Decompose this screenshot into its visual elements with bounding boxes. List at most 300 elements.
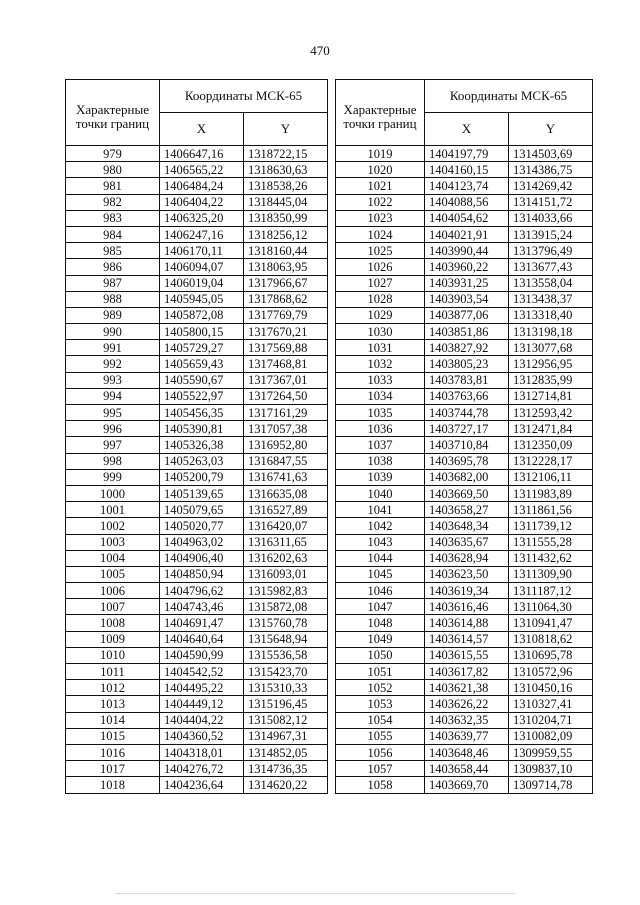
coord-y: 1318630,63 (244, 162, 328, 178)
header-y: Y (509, 113, 593, 146)
coord-y: 1312956,95 (509, 356, 593, 372)
coord-y: 1310818,62 (509, 631, 593, 647)
table-row (336, 291, 593, 307)
coord-x: 1403648,34 (425, 518, 509, 534)
coord-x: 1406325,20 (160, 210, 244, 226)
table-row (66, 340, 328, 356)
coord-x: 1403763,66 (425, 388, 509, 404)
coord-x: 1405139,65 (160, 485, 244, 501)
coord-y: 1317670,21 (244, 324, 328, 340)
coord-x: 1404495,22 (160, 680, 244, 696)
coord-x: 1404054,62 (425, 210, 509, 226)
point-number: 1011 (66, 664, 160, 680)
point-number: 1000 (66, 485, 160, 501)
point-number: 1007 (66, 599, 160, 615)
table-row (66, 664, 328, 680)
table-row (66, 226, 328, 242)
table-row (66, 453, 328, 469)
coord-y: 1309959,55 (509, 744, 593, 760)
table-row (336, 615, 593, 631)
coord-y: 1316635,08 (244, 485, 328, 501)
table-row (336, 388, 593, 404)
table-row (66, 615, 328, 631)
point-number: 998 (66, 453, 160, 469)
point-number: 1044 (336, 550, 425, 566)
coord-x: 1403658,44 (425, 761, 509, 777)
coord-y: 1313438,37 (509, 291, 593, 307)
point-number: 1050 (336, 647, 425, 663)
table-row (336, 178, 593, 194)
point-number: 1025 (336, 243, 425, 259)
coord-x: 1403614,57 (425, 631, 509, 647)
point-number: 1024 (336, 226, 425, 242)
point-number: 1005 (66, 566, 160, 582)
table-row (336, 146, 593, 162)
point-number: 995 (66, 405, 160, 421)
coord-x: 1403682,00 (425, 469, 509, 485)
table-row (66, 502, 328, 518)
coord-x: 1404123,74 (425, 178, 509, 194)
coord-y: 1310082,09 (509, 728, 593, 744)
point-number: 982 (66, 194, 160, 210)
coord-x: 1404360,52 (160, 728, 244, 744)
table-row (66, 405, 328, 421)
point-number: 1040 (336, 485, 425, 501)
coord-y: 1311739,12 (509, 518, 593, 534)
coord-y: 1312471,84 (509, 421, 593, 437)
coord-y: 1313677,43 (509, 259, 593, 275)
point-number: 1029 (336, 307, 425, 323)
coordinates-table-left (65, 79, 328, 794)
coord-x: 1404796,62 (160, 583, 244, 599)
table-row (336, 259, 593, 275)
point-number: 981 (66, 178, 160, 194)
coord-y: 1317367,01 (244, 372, 328, 388)
coord-x: 1405729,27 (160, 340, 244, 356)
point-number: 1045 (336, 566, 425, 582)
coord-y: 1317057,38 (244, 421, 328, 437)
table-row (336, 405, 593, 421)
coord-y: 1312593,42 (509, 405, 593, 421)
coord-y: 1313318,40 (509, 307, 593, 323)
point-number: 1041 (336, 502, 425, 518)
coord-y: 1315982,83 (244, 583, 328, 599)
coord-y: 1312835,99 (509, 372, 593, 388)
point-number: 1042 (336, 518, 425, 534)
coord-y: 1314620,22 (244, 777, 328, 793)
header-coordinates: Координаты МСК-65 (160, 80, 328, 113)
point-number: 1052 (336, 680, 425, 696)
table-row (66, 696, 328, 712)
coord-x: 1406019,04 (160, 275, 244, 291)
coord-x: 1403617,82 (425, 664, 509, 680)
point-number: 1032 (336, 356, 425, 372)
coord-x: 1403783,81 (425, 372, 509, 388)
point-number: 999 (66, 469, 160, 485)
point-number: 1051 (336, 664, 425, 680)
header-boundary-points: Характерные точки границ (66, 80, 160, 146)
coord-x: 1403931,25 (425, 275, 509, 291)
coord-x: 1406484,24 (160, 178, 244, 194)
point-number: 1038 (336, 453, 425, 469)
table-row (66, 291, 328, 307)
table-row (336, 550, 593, 566)
table-row (66, 437, 328, 453)
table-row (336, 453, 593, 469)
point-number: 1008 (66, 615, 160, 631)
table-row (66, 583, 328, 599)
coord-y: 1310327,41 (509, 696, 593, 712)
coord-x: 1405659,43 (160, 356, 244, 372)
point-number: 997 (66, 437, 160, 453)
table-row (336, 566, 593, 582)
point-number: 1043 (336, 534, 425, 550)
table-row (66, 534, 328, 550)
coord-x: 1404963,02 (160, 534, 244, 550)
point-number: 1020 (336, 162, 425, 178)
table-row (66, 485, 328, 501)
table-body-left (66, 146, 328, 794)
coord-y: 1316527,89 (244, 502, 328, 518)
point-number: 1047 (336, 599, 425, 615)
point-number: 1023 (336, 210, 425, 226)
point-number: 1017 (66, 761, 160, 777)
coord-y: 1312350,09 (509, 437, 593, 453)
coord-x: 1403621,38 (425, 680, 509, 696)
coord-y: 1315648,94 (244, 631, 328, 647)
point-number: 987 (66, 275, 160, 291)
coord-x: 1404021,91 (425, 226, 509, 242)
table-row (66, 728, 328, 744)
coord-x: 1406170,11 (160, 243, 244, 259)
table-row (66, 761, 328, 777)
coord-x: 1403648,46 (425, 744, 509, 760)
point-number: 985 (66, 243, 160, 259)
point-number: 993 (66, 372, 160, 388)
coord-x: 1403851,86 (425, 324, 509, 340)
coord-x: 1405390,81 (160, 421, 244, 437)
point-number: 1006 (66, 583, 160, 599)
coord-y: 1313077,68 (509, 340, 593, 356)
coord-y: 1311064,30 (509, 599, 593, 615)
coord-x: 1405263,03 (160, 453, 244, 469)
coord-y: 1317264,50 (244, 388, 328, 404)
coord-x: 1404542,52 (160, 664, 244, 680)
table-row (66, 566, 328, 582)
table-row (336, 421, 593, 437)
coord-y: 1318160,44 (244, 243, 328, 259)
coord-x: 1404404,22 (160, 712, 244, 728)
table-row (66, 243, 328, 259)
coordinates-table-right (335, 79, 593, 794)
table-row (66, 372, 328, 388)
coord-y: 1317468,81 (244, 356, 328, 372)
point-number: 1037 (336, 437, 425, 453)
point-number: 1014 (66, 712, 160, 728)
coord-y: 1315310,33 (244, 680, 328, 696)
coord-y: 1309837,10 (509, 761, 593, 777)
table-row (66, 712, 328, 728)
table-row (336, 356, 593, 372)
coord-x: 1403990,44 (425, 243, 509, 259)
table-row (66, 777, 328, 793)
coord-x: 1405020,77 (160, 518, 244, 534)
table-row (66, 178, 328, 194)
point-number: 1013 (66, 696, 160, 712)
point-number: 1034 (336, 388, 425, 404)
point-number: 994 (66, 388, 160, 404)
coord-y: 1318350,99 (244, 210, 328, 226)
coord-x: 1404318,01 (160, 744, 244, 760)
table-row (336, 210, 593, 226)
coord-x: 1403827,92 (425, 340, 509, 356)
table-row (66, 259, 328, 275)
point-number: 988 (66, 291, 160, 307)
coord-x: 1403632,35 (425, 712, 509, 728)
table-row (336, 437, 593, 453)
point-number: 1019 (336, 146, 425, 162)
coord-y: 1317868,62 (244, 291, 328, 307)
coord-y: 1315536,58 (244, 647, 328, 663)
coord-x: 1404449,12 (160, 696, 244, 712)
coord-y: 1316952,80 (244, 437, 328, 453)
table-row (336, 226, 593, 242)
table-row (66, 388, 328, 404)
coord-x: 1404691,47 (160, 615, 244, 631)
coord-x: 1403695,78 (425, 453, 509, 469)
table-row (336, 307, 593, 323)
table-row (336, 324, 593, 340)
table-row (336, 502, 593, 518)
point-number: 1004 (66, 550, 160, 566)
coord-x: 1405200,79 (160, 469, 244, 485)
coord-x: 1406247,16 (160, 226, 244, 242)
coord-y: 1310695,78 (509, 647, 593, 663)
table-row (66, 680, 328, 696)
point-number: 1028 (336, 291, 425, 307)
coord-x: 1405079,65 (160, 502, 244, 518)
point-number: 989 (66, 307, 160, 323)
coord-x: 1405522,97 (160, 388, 244, 404)
coord-y: 1315423,70 (244, 664, 328, 680)
coord-y: 1317769,79 (244, 307, 328, 323)
coord-y: 1318063,95 (244, 259, 328, 275)
coord-y: 1314386,75 (509, 162, 593, 178)
header-coordinates: Координаты МСК-65 (425, 80, 593, 113)
point-number: 1001 (66, 502, 160, 518)
point-number: 984 (66, 226, 160, 242)
table-row (66, 162, 328, 178)
coord-x: 1404160,15 (425, 162, 509, 178)
coord-y: 1313796,49 (509, 243, 593, 259)
coord-y: 1312228,17 (509, 453, 593, 469)
coord-x: 1406404,22 (160, 194, 244, 210)
table-row (336, 469, 593, 485)
coord-y: 1311309,90 (509, 566, 593, 582)
table-row (336, 583, 593, 599)
coord-y: 1314503,69 (509, 146, 593, 162)
point-number: 1054 (336, 712, 425, 728)
table-row (66, 324, 328, 340)
coord-x: 1403669,70 (425, 777, 509, 793)
point-number: 996 (66, 421, 160, 437)
coord-y: 1316311,65 (244, 534, 328, 550)
coord-x: 1403614,88 (425, 615, 509, 631)
coord-y: 1316420,07 (244, 518, 328, 534)
coord-x: 1406565,22 (160, 162, 244, 178)
coord-x: 1403616,46 (425, 599, 509, 615)
coord-y: 1314852,05 (244, 744, 328, 760)
point-number: 991 (66, 340, 160, 356)
table-row (66, 744, 328, 760)
coord-y: 1309714,78 (509, 777, 593, 793)
coord-y: 1318538,26 (244, 178, 328, 194)
point-number: 1049 (336, 631, 425, 647)
table-row (336, 275, 593, 291)
point-number: 1002 (66, 518, 160, 534)
table-row (66, 550, 328, 566)
point-number: 1036 (336, 421, 425, 437)
point-number: 1053 (336, 696, 425, 712)
point-number: 1030 (336, 324, 425, 340)
table-row (336, 744, 593, 760)
coord-y: 1315872,08 (244, 599, 328, 615)
table-row (66, 647, 328, 663)
header-x: X (425, 113, 509, 146)
coord-x: 1404088,56 (425, 194, 509, 210)
table-row (336, 162, 593, 178)
point-number: 1012 (66, 680, 160, 696)
point-number: 980 (66, 162, 160, 178)
coord-x: 1404906,40 (160, 550, 244, 566)
table-row (336, 194, 593, 210)
table-row (336, 712, 593, 728)
coord-x: 1403623,50 (425, 566, 509, 582)
coord-x: 1403628,94 (425, 550, 509, 566)
coord-x: 1405456,35 (160, 405, 244, 421)
point-number: 1055 (336, 728, 425, 744)
coord-y: 1312714,81 (509, 388, 593, 404)
coord-y: 1314269,42 (509, 178, 593, 194)
point-number: 1057 (336, 761, 425, 777)
coord-y: 1311432,62 (509, 550, 593, 566)
table-row (336, 728, 593, 744)
point-number: 1010 (66, 647, 160, 663)
table-row (336, 518, 593, 534)
table-row (66, 469, 328, 485)
table-row (336, 599, 593, 615)
coord-y: 1312106,11 (509, 469, 593, 485)
coord-y: 1310941,47 (509, 615, 593, 631)
page-edge-line (115, 893, 515, 894)
coord-y: 1311187,12 (509, 583, 593, 599)
coord-x: 1404640,64 (160, 631, 244, 647)
coord-x: 1403710,84 (425, 437, 509, 453)
coord-y: 1318256,12 (244, 226, 328, 242)
coord-x: 1405800,15 (160, 324, 244, 340)
point-number: 1056 (336, 744, 425, 760)
coord-x: 1404276,72 (160, 761, 244, 777)
coord-y: 1316202,63 (244, 550, 328, 566)
coord-x: 1403615,55 (425, 647, 509, 663)
table-row (336, 647, 593, 663)
coord-y: 1317966,67 (244, 275, 328, 291)
coord-x: 1405326,38 (160, 437, 244, 453)
coord-y: 1313198,18 (509, 324, 593, 340)
point-number: 1016 (66, 744, 160, 760)
coord-x: 1404590,99 (160, 647, 244, 663)
coord-y: 1317569,88 (244, 340, 328, 356)
coord-x: 1403744,78 (425, 405, 509, 421)
point-number: 1015 (66, 728, 160, 744)
coord-x: 1403805,23 (425, 356, 509, 372)
table-row (336, 696, 593, 712)
coord-x: 1404850,94 (160, 566, 244, 582)
coord-x: 1403639,77 (425, 728, 509, 744)
table-row (66, 518, 328, 534)
point-number: 1031 (336, 340, 425, 356)
coord-x: 1405590,67 (160, 372, 244, 388)
point-number: 1027 (336, 275, 425, 291)
table-row (66, 307, 328, 323)
point-number: 986 (66, 259, 160, 275)
coord-y: 1314967,31 (244, 728, 328, 744)
coord-x: 1406094,07 (160, 259, 244, 275)
coord-x: 1403669,50 (425, 485, 509, 501)
header-x: X (160, 113, 244, 146)
coord-y: 1316093,01 (244, 566, 328, 582)
header-y: Y (244, 113, 328, 146)
coord-x: 1403626,22 (425, 696, 509, 712)
point-number: 1009 (66, 631, 160, 647)
coord-y: 1317161,29 (244, 405, 328, 421)
table-row (336, 534, 593, 550)
coord-x: 1403727,17 (425, 421, 509, 437)
coord-x: 1404197,79 (425, 146, 509, 162)
coord-y: 1316741,63 (244, 469, 328, 485)
page-number: 470 (310, 43, 330, 58)
coord-x: 1403635,67 (425, 534, 509, 550)
coord-y: 1311555,28 (509, 534, 593, 550)
coord-y: 1310572,96 (509, 664, 593, 680)
table-row (336, 485, 593, 501)
coord-x: 1403619,34 (425, 583, 509, 599)
point-number: 979 (66, 146, 160, 162)
table-row (66, 599, 328, 615)
coord-y: 1310450,16 (509, 680, 593, 696)
table-row (66, 631, 328, 647)
table-body-right (336, 146, 593, 794)
coord-y: 1310204,71 (509, 712, 593, 728)
coord-y: 1315760,78 (244, 615, 328, 631)
coord-y: 1314151,72 (509, 194, 593, 210)
table-row (336, 680, 593, 696)
coord-x: 1406647,16 (160, 146, 244, 162)
coord-y: 1315196,45 (244, 696, 328, 712)
point-number: 1022 (336, 194, 425, 210)
coord-y: 1311983,89 (509, 485, 593, 501)
point-number: 1046 (336, 583, 425, 599)
table-row (66, 356, 328, 372)
coord-x: 1403903,54 (425, 291, 509, 307)
table-row (66, 146, 328, 162)
coord-x: 1404743,46 (160, 599, 244, 615)
point-number: 1058 (336, 777, 425, 793)
coord-y: 1313558,04 (509, 275, 593, 291)
header-boundary-points: Характерные точки границ (336, 80, 425, 146)
point-number: 1021 (336, 178, 425, 194)
point-number: 983 (66, 210, 160, 226)
